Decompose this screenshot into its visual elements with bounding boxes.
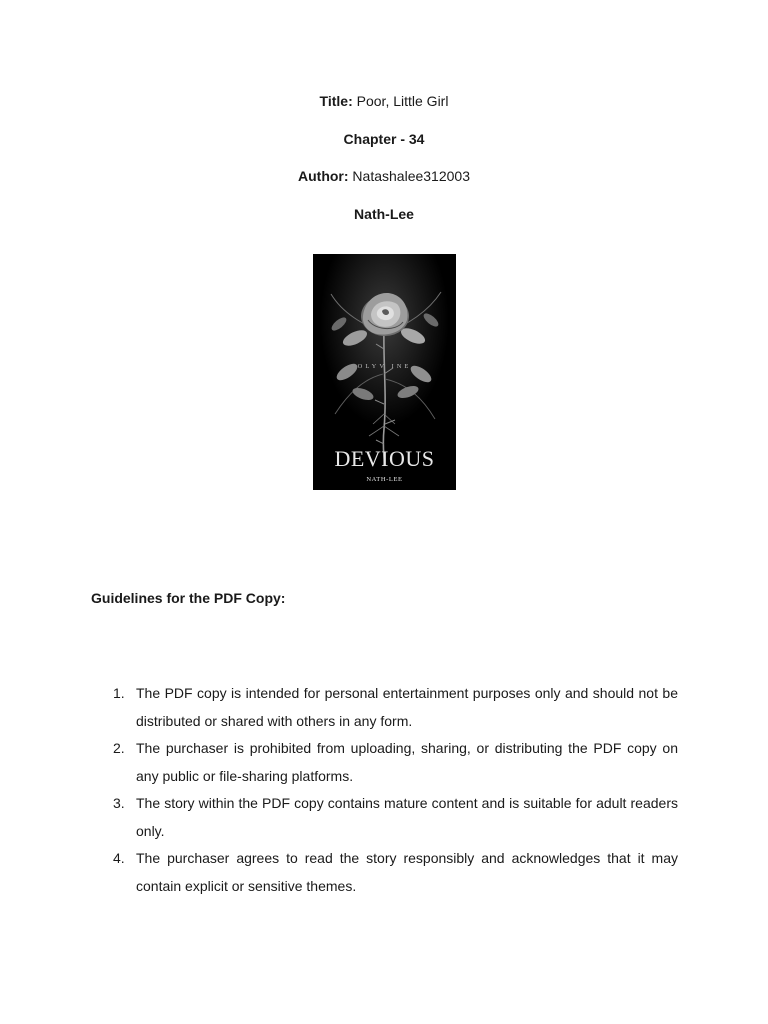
list-number: 1. (113, 685, 125, 701)
author-value: Natashalee312003 (348, 168, 470, 184)
list-number: 4. (113, 850, 125, 866)
list-number: 3. (113, 795, 125, 811)
list-item (91, 680, 678, 735)
list-item-text: The story within the PDF copy contains mature content and is suitable for adult readers only. (136, 795, 678, 839)
list-number: 2. (113, 740, 125, 756)
author-line (0, 167, 768, 185)
title-label: Title: (319, 93, 353, 109)
cover-title: DEVIOUS (334, 446, 435, 471)
chapter-line: Chapter - 34 (343, 131, 425, 147)
title-value: Poor, Little Girl (352, 93, 449, 109)
list-item-text: The PDF copy is intended for personal entertainment purposes only and should not be distributed or shared with others in any form. (136, 685, 678, 729)
guidelines-list (91, 680, 678, 900)
list-item-text: The purchaser agrees to read the story responsibly and acknowledges that it may contain explicit or sensitive themes. (136, 850, 678, 894)
list-item (91, 735, 678, 790)
author-label: Author: (298, 168, 349, 184)
list-item-text: The purchaser is prohibited from uploading, sharing, or distributing the PDF copy on any public or file-sharing platforms. (136, 740, 678, 784)
pen-name: Nath-Lee (354, 206, 414, 222)
list-item (91, 845, 678, 900)
cover-series-text: OLYV INE (357, 363, 412, 370)
cover-author: NATH-LEE (366, 476, 403, 483)
title-line (0, 92, 768, 110)
guidelines-heading: Guidelines for the PDF Copy: (91, 590, 286, 606)
list-item (91, 790, 678, 845)
